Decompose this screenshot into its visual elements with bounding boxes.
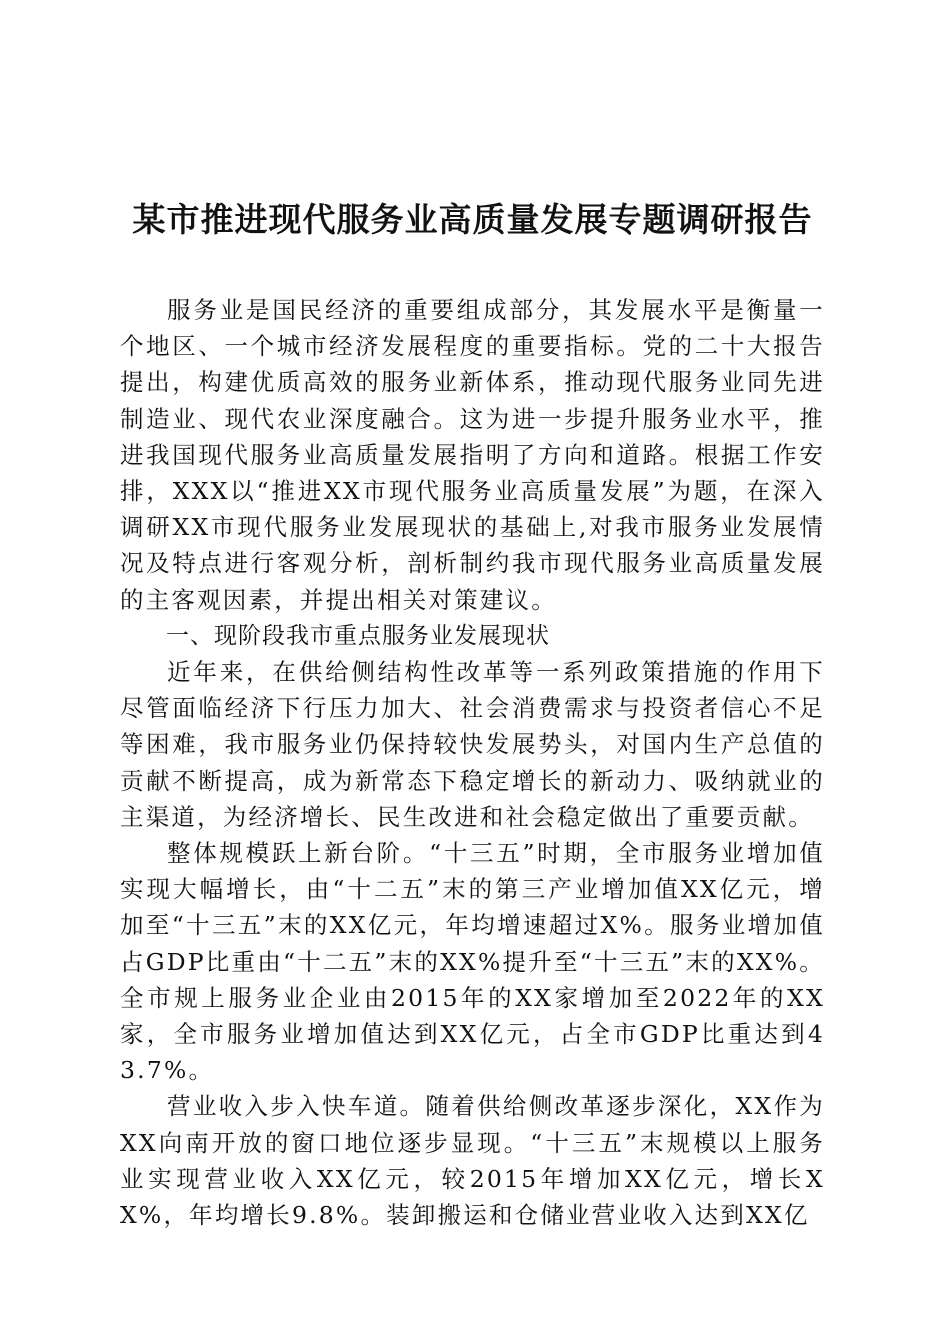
scale-paragraph: 整体规模跃上新台阶。“十三五”时期，全市服务业增加值实现大幅增长，由“十二五”末的第三产业增加值XX亿元，增加至“十三五”末的XX亿元，年均增速超过X%。服务业增加值占GDP比重由“十二五”末的XX%提升至“十三五”末的XX%。全市规上服务业企业由2015年的XX家增加至2022年的XX家，全市服务业增加值达到XX亿元，占全市GDP比重达到43.7%。: [120, 839, 825, 1085]
section-heading: 一、现阶段我市重点服务业发展现状: [166, 622, 550, 649]
document-body: [120, 292, 825, 1233]
document-title: 某市推进现代服务业高质量发展专题调研报告: [132, 200, 813, 239]
section-intro-paragraph: 近年来，在供给侧结构性改革等一系列政策措施的作用下尽管面临经济下行压力加大、社会消费需求与投资者信心不足等困难，我市服务业仍保持较快发展势头，对国内生产总值的贡献不断提高，成为新常态下稳定增长的新动力、吸纳就业的主渠道，为经济增长、民生改进和社会稳定做出了重要贡献。: [120, 658, 825, 831]
intro-paragraph: 服务业是国民经济的重要组成部分，其发展水平是衡量一个地区、一个城市经济发展程度的重要指标。党的二十大报告提出，构建优质高效的服务业新体系，推动现代服务业同先进制造业、现代农业深度融合。这为进一步提升服务业水平，推进我国现代服务业高质量发展指明了方向和道路。根据工作安排，XXX以“推进XX市现代服务业高质量发展”为题，在深入调研XX市现代服务业发展现状的基础上,对我市服务业发展情况及特点进行客观分析，剖析制约我市现代服务业高质量发展的主客观因素，并提出相关对策建议。: [120, 296, 825, 614]
revenue-paragraph: 营业收入步入快车道。随着供给侧改革逐步深化，XX作为XX向南开放的窗口地位逐步显现。“十三五”末规模以上服务业实现营业收入XX亿元，较2015年增加XX亿元，增长XX%，年均增长9.8%。装卸搬运和仓储业营业收入达到XX亿: [120, 1092, 825, 1230]
